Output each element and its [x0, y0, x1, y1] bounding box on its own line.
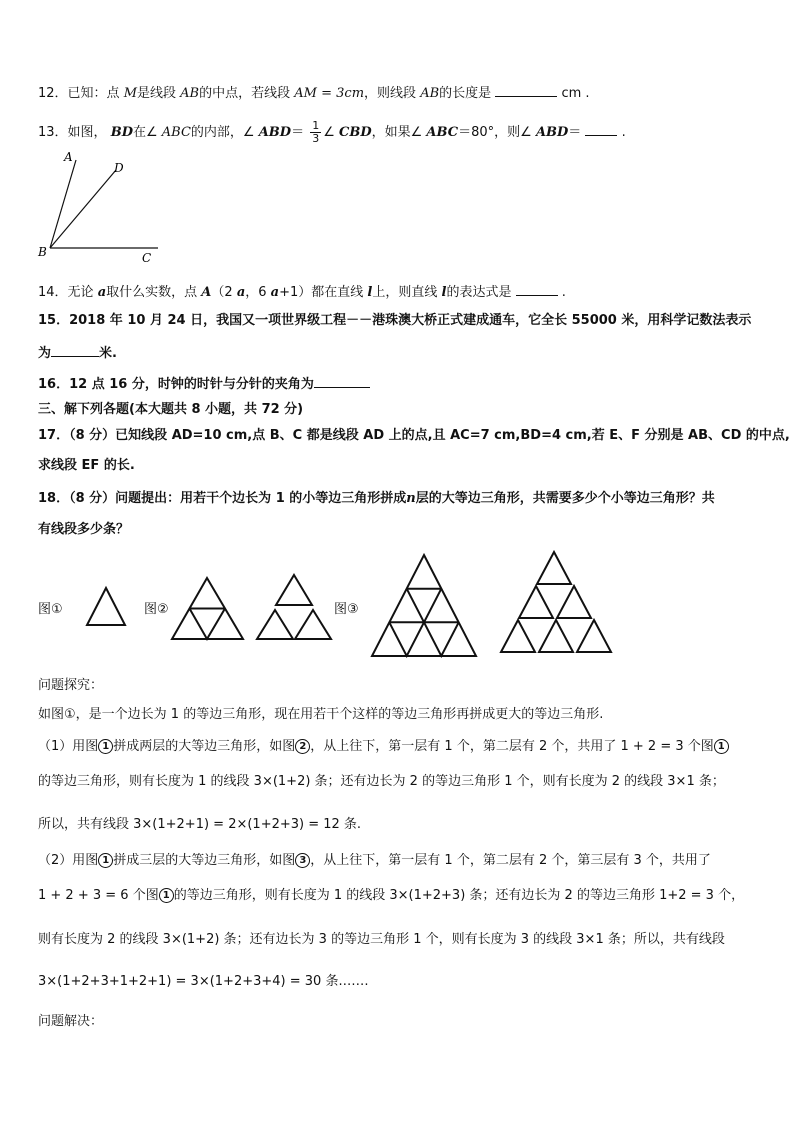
- question-17-line2: 求线段 EF 的长.: [38, 458, 135, 473]
- answer-blank: [314, 375, 370, 388]
- question-15-line2: 为 米.: [38, 346, 117, 361]
- part2-line3: 则有长度为 2 的线段 3×(1+2) 条；还有边长为 3 的等边三角形 1 个，则有长度为 3 的线段 3×1 条；所以，共有线段: [38, 932, 725, 947]
- answer-blank: [516, 283, 558, 296]
- part2-line2: 1 + 2 + 3 = 6 个图 1 的等边三角形，则有长度为 1 的线段 3×(1+2+3) 条；还有边长为 2 的等边三角形 1+2 = 3 个，: [38, 888, 745, 903]
- figure-2-label: 图②: [144, 602, 169, 617]
- figure-2-triangles: [170, 575, 340, 645]
- part1-line2: 的等边三角形，则有长度为 1 的线段 3×(1+2) 条；还有边长为 2 的等边三角形 1 个，则有长度为 2 的线段 3×1 条；: [38, 774, 725, 789]
- figure-1-label: 图①: [38, 602, 63, 617]
- question-16: 16．12 点 16 分，时钟的时针与分针的夹角为: [38, 375, 370, 393]
- answer-blank: [51, 344, 99, 357]
- label-B: B: [38, 245, 47, 259]
- question-15-line1: 15．2018 年 10 月 24 日，我国又一项世界级工程－－港珠澳大桥正式建成通车，它全长 55000 米，用科学记数法表示: [38, 313, 752, 328]
- question-14: 14．无论 a取什么实数，点 A（2 a，6 a+1）都在直线 l上，则直线 l的表达式是 .: [38, 285, 566, 300]
- question-13: 13．如图， BD在∠ ABC的内部，∠ ABD＝ $\frac{1}{3}$ ∠ CBD，如果∠ ABC＝80°，则∠ ABD＝ .: [38, 119, 626, 145]
- label-C: C: [142, 251, 152, 265]
- section-heading: 三、解下列各题(本大题共 8 小题，共 72 分): [38, 402, 304, 417]
- part1-line1: （1）用图 1 拼成两层的大等边三角形，如图 2 ，从上往下，第一层有 1 个，第二层有 2 个，共用了 1 + 2 = 3 个图 1: [38, 739, 729, 755]
- label-D: D: [114, 161, 124, 175]
- answer-blank: [585, 123, 617, 136]
- part2-line1: （2）用图 1 拼成三层的大等边三角形，如图 3 ，从上往下，第一层有 1 个，第二层有 2 个，第三层有 3 个，共用了: [38, 853, 711, 868]
- answer-blank: [495, 84, 557, 97]
- explore-intro: 如图①，是一个边长为 1 的等边三角形，现在用若干个这样的等边三角形再拼成更大的等边三角形.: [38, 707, 604, 722]
- explore-title: 问题探究：: [38, 678, 104, 693]
- solve-title: 问题解决：: [38, 1014, 104, 1029]
- question-18-line1: 18．（8 分）问题提出：用若干个边长为 1 的小等边三角形拼成n层的大等边三角形，共需要多少个小等边三角形？共: [38, 491, 715, 506]
- question-12: 12．已知：点 M是线段 AB的中点，若线段 AM = 3cm，则线段 AB的长度是 cm .: [38, 86, 590, 101]
- figure-3-triangles: [370, 548, 620, 663]
- figure-3-label: 图③: [334, 602, 359, 617]
- question-17-line1: 17．（8 分）已知线段 AD=10 cm,点 B、C 都是线段 AD 上的点,且 AC=7 cm,BD=4 cm,若 E、F 分别是 AB、CD 的中点,: [38, 428, 790, 443]
- part2-line4: 3×(1+2+3+1+2+1) = 3×(1+2+3+4) = 30 条.……: [38, 974, 369, 989]
- figure-1-triangle: [82, 585, 132, 630]
- angle-figure: [30, 148, 170, 268]
- fraction: $\frac{1}{3}$: [312, 119, 320, 145]
- part1-line3: 所以，共有线段 3×(1+2+1) = 2×(1+2+3) = 12 条.: [38, 817, 362, 832]
- label-A: A: [64, 150, 73, 164]
- question-18-line2: 有线段多少条？: [38, 522, 130, 537]
